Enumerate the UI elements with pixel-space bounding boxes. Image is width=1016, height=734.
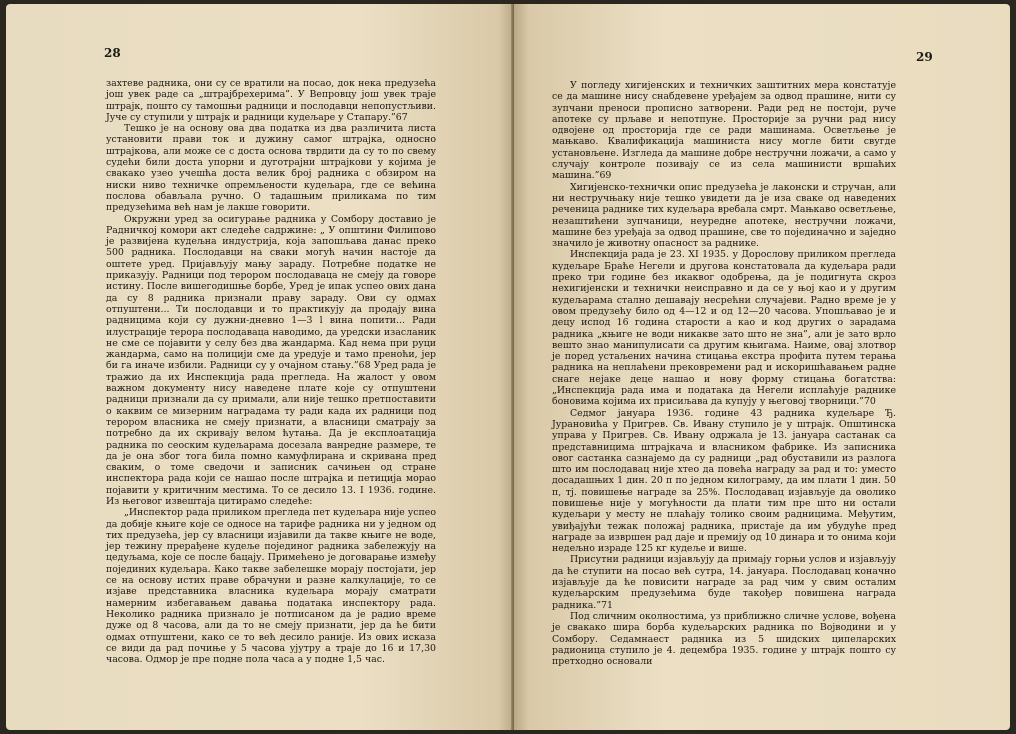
right-page-text <box>552 80 896 667</box>
paragraph: захтеве радника, они су се вратили на посао, док нека предузећа још увек раде са „штрајбрехерима”. У Вепровцу још увек траје штрајк, пошто су тамошњи радници и послодавци непопустљиви. Јуче су ступили у штрајк и радници кудељаре у Стапару.”67 <box>106 78 436 123</box>
left-page <box>6 4 514 730</box>
page-number-right: 29 <box>916 50 933 64</box>
paragraph: Присутни радници изјављују да примају горњи услов и изјављују да ће ступити на посао већ сутра, 14. јануара. Послодавац коначно изјављује да ће повисити награде за рад чим у свим осталим кудељарским предузећима буде такођер повишена награда радника.”71 <box>552 554 896 611</box>
page-number-left: 28 <box>104 46 121 60</box>
paragraph: Инспекција рада је 23. XI 1935. у Дорослову приликом прегледа кудељаре Браће Негели и другова констатовала да кудељара ради преко три године без икаквог одобрења, да је подигнута скроз нехигијенски и технички неисправно и да се у њој као и у другим кудељарама стално дешавају несрећни случајеви. Радно време је у овом предузећу било од 4—12 и од 12—20 часова. Упошљавао је и децу испод 16 година старости а као и код других о зарадама радника „књиге не води никакве зато што не зна”, али је зато врло вешто знао манипулисати са другим књигама. Наиме, овај злотвор је поред устаљених начина стицања екстра профита путем терања радника на неплаћени прековремени рад и искоришћавањем радне снаге нејаке деце нашао и нову форму стицања богатства: „Инспекција рада има и података да Негели исплаћује раднике боновима којима их присиљава да купују у његовој творници.”70 <box>552 249 896 408</box>
right-page <box>514 4 1010 730</box>
paragraph: „Инспектор рада приликом прегледа пет кудељара није успео да добије књиге које се односе на тарифе радника ни у једном од тих предузећа, јер су власници изјавили да такве књиге не воде, јер тежину прерађене кудеље појединог радника забележују на цедуљама, које се после бацају. Примећено је договарање између појединих кудељара. Како такве забелешке морају постојати, јер се на основу истих праве обрачуни и разне калкулације, то се изјаве представника власника кудељара морају сматрати намерним избегавањем давања података инспектору рада. Неколико радника признало је потписаном да је радио време дуже од 8 часова, али да то не смеју признати, јер да ће бити одмах отпуштени, како се то већ десило раније. Из ових исказа се види да рад почиње у 5 часова ујутру а траје до 16 и 17,30 часова. Одмор је пре подне пола часа а у подне 1,5 час. <box>106 507 436 666</box>
paragraph: Седмог јануара 1936. године 43 радника кудељаре Ђ. Јурановића у Пригрев. Св. Ивану ступило је у штрајк. Општинска управа у Пригрев. Св. Ивану одржала је 13. јануара састанак са представницима штрајкача и власником фабрике. Из записника овог састанка сазнајемо да су радници „рад обуставили из разлога што им послодавац није хтео да повећа награду за рад и то: уместо досадашњих 1 дин. 20 п по једном килограму, да им плати 1 дин. 50 п, тј. повишење награде за 25%. Послодавац изјављује да оволико повишење није у могућности да плати тим пре што ни остали кудељари у месту не плаћају толико своим радницима. Међутим, увиђајући тежак положај радника, пристаје да им убудуће пред награде за извршен рад даје и премију од 10 динара и то онима који недељно израде 125 кг кудеље и више. <box>552 407 896 555</box>
paragraph: У погледу хигијенских и техничких заштитних мера констатује се да машине нису снабдевене уређајем за одвод прашине, нити су зупчани преноси прописно затворени. Ради ред не постоји, руче апотеке су прљаве и непотпуне. Просторије за ручни рад нису одвојене од просторија где се ради машинама. Осветљење је мањкаво. Квалификација машиниста нису могле бити свугде установљене. Изгледа да машине добре нестручни ложачи, а само у случају контроле позивају се из села машинисти вршаћих машина.”69 <box>552 80 896 182</box>
paragraph: Хигијенско-технички опис предузећа је лаконски и стручан, али ни нестручњаку није тешко увидети да је иза сваке од наведених реченица раднике тих кудељара вребала смрт. Мањкаво осветљење, незаштићени зупчаници, неуредне апотеке, нестручни ложачи, машине без уређаја за одвод прашине, све то појединачно и заједно значило је животну опасност за раднике. <box>552 181 896 250</box>
paragraph: Окружни уред за осигурање радника у Сомбору доставио је Радничкој комори акт следеће садржине: „ У општини Филипово је развијена кудељна индустрија, која запошљава данас преко 500 радника. Послодавци на сваки могућ начин настоје да оштете уред. Пријављују мању зараду. Потребне податке не приказују. Радници под терором послодаваца не смеју да говоре истину. После вишегодишње борбе, Уред је ипак успео ових дана да су 8 радника признали праву зараду. Ови су одмах отпуштени... Ти послодавци и то практикују да продају вина радницима који су дужни-дневно 1—3 l вина попити... Ради илустрације терора послодаваца наводимо, да уредски изасланик не сме се појавити у селу без два жандарма. Кад нема при руци жандарма, само на полицији сме да уредује и тамо пренoћи, јер би га иначе избили. Радници су у очајном стању.”68 Уред рада је тражио да их Инспекција рада прегледа. На жалост у овом важном документу нису наведене плате које су отпуштени радници признали да су примали, али није тешко претпоставити о каквим се мизерним наградама ту ради када их радници под терором власника не смеју признати, а власници сматрају за потребно да их скривају велом ћутања. Да је експлоатација радника по сеоским кудељарама досезала ванредне размере, те да је она због тога била помно камуфлирана и скривана пред сваким, о томе сведочи и записник сачињен од стране инспектора рада који се нашао после штрајка и петиција морао појавити у критичним местима. То се десило 13. I 1936. године. Из његовог извештаја цитирамо следеће: <box>106 213 436 507</box>
paragraph: Тешко је на основу ова два податка из два различита листа установити прави ток и дужину самог штрајка, односно штрајкова, али може се с доста основа тврдити да су то по свему судећи били доста упорни и дуготрајни штрајкови у којима је свакако узео учешћа доста велик број радника с обзиром на ниски ниво техничке опремљености кудељара, где се већина послова обављала ручно. О тадашњим приликама по тим предузећима већ нам је лакше говорити. <box>106 123 436 214</box>
paragraph: Под сличним околностима, уз приближно сличне услове, вођена је свакако шира борба кудељарских радника по Војводини и у Сомбору. Седамнаест радника из 5 шидских ципеларских радионица ступило је 4. децембра 1935. године у штрајк пошто су претходно основали <box>552 610 896 668</box>
left-page-text <box>106 78 436 665</box>
